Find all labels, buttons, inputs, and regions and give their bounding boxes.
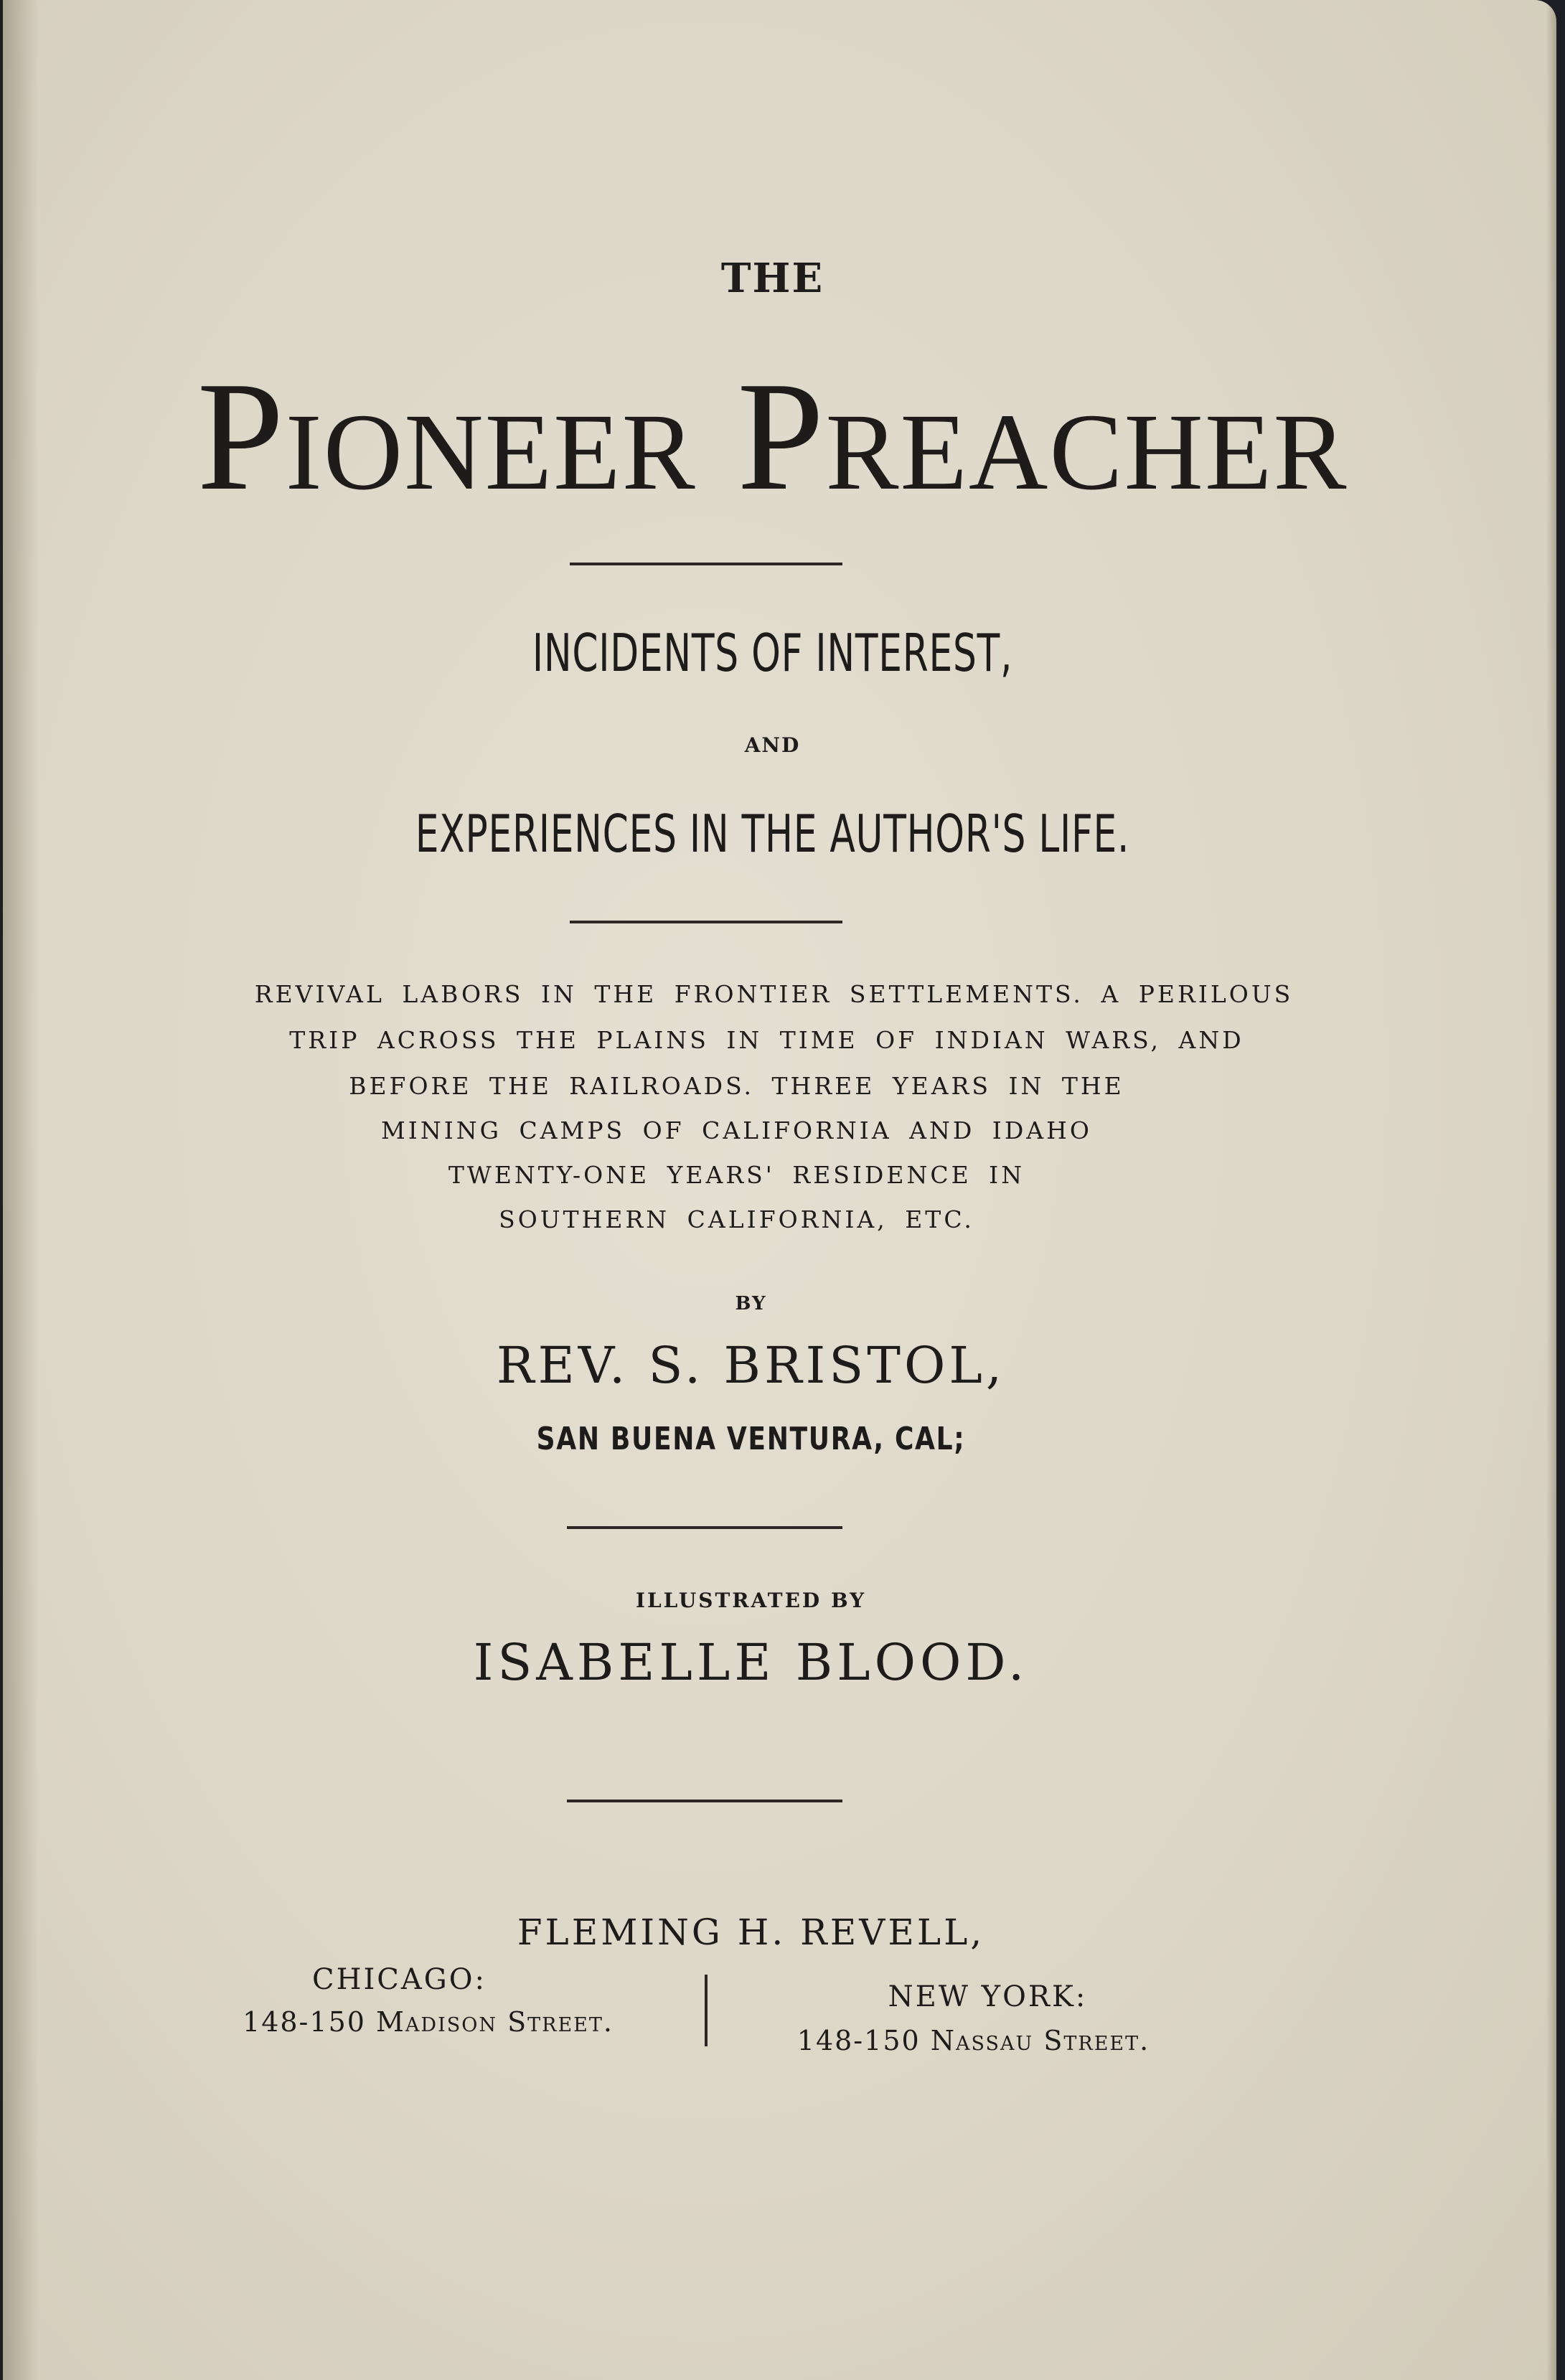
- illustrated-by-label: ILLUSTRATED BY: [635, 1589, 867, 1612]
- author-name: REV. S. BRISTOL,: [496, 1336, 1006, 1395]
- title-page: [3, 0, 1556, 2380]
- divider-rule: [567, 1526, 842, 1529]
- illustrator-name: ISABELLE BLOOD.: [473, 1633, 1029, 1692]
- subtitle-and: AND: [744, 733, 801, 757]
- divider-rule: [567, 1800, 842, 1802]
- publisher-name: FLEMING H. REVELL,: [517, 1911, 985, 1953]
- subtitle-experiences: EXPERIENCES IN THE AUTHOR'S LIFE.: [415, 804, 1130, 864]
- subtitle-incidents: INCIDENTS OF INTEREST,: [532, 623, 1013, 683]
- description-line: TWENTY-ONE YEARS' RESIDENCE IN: [448, 1161, 1025, 1189]
- chicago-city: CHICAGO:: [311, 1963, 487, 1996]
- description-line: TRIP ACROSS THE PLAINS IN TIME OF INDIAN WARS, AND: [289, 1026, 1244, 1054]
- description-line: SOUTHERN CALIFORNIA, ETC.: [499, 1205, 974, 1233]
- chicago-address: 148-150 Madison Street.: [243, 2006, 614, 2038]
- by-label: BY: [735, 1293, 767, 1314]
- description-line: REVIVAL LABORS IN THE FRONTIER SETTLEMENTS. A PERILOUS: [254, 980, 1294, 1008]
- description-line: MINING CAMPS OF CALIFORNIA AND IDAHO: [381, 1116, 1092, 1144]
- author-location: SAN BUENA VENTURA, CAL;: [536, 1421, 966, 1457]
- title-the: THE: [720, 255, 824, 302]
- newyork-city: NEW YORK:: [888, 1980, 1088, 2013]
- main-title: Pioneer Preacher: [197, 350, 1348, 523]
- newyork-address: 148-150 Nassau Street.: [796, 2025, 1150, 2056]
- divider-rule: [570, 563, 842, 565]
- page-edge-shadow: [1546, 0, 1556, 2380]
- description-line: BEFORE THE RAILROADS. THREE YEARS IN THE: [349, 1072, 1124, 1100]
- divider-rule: [570, 921, 842, 923]
